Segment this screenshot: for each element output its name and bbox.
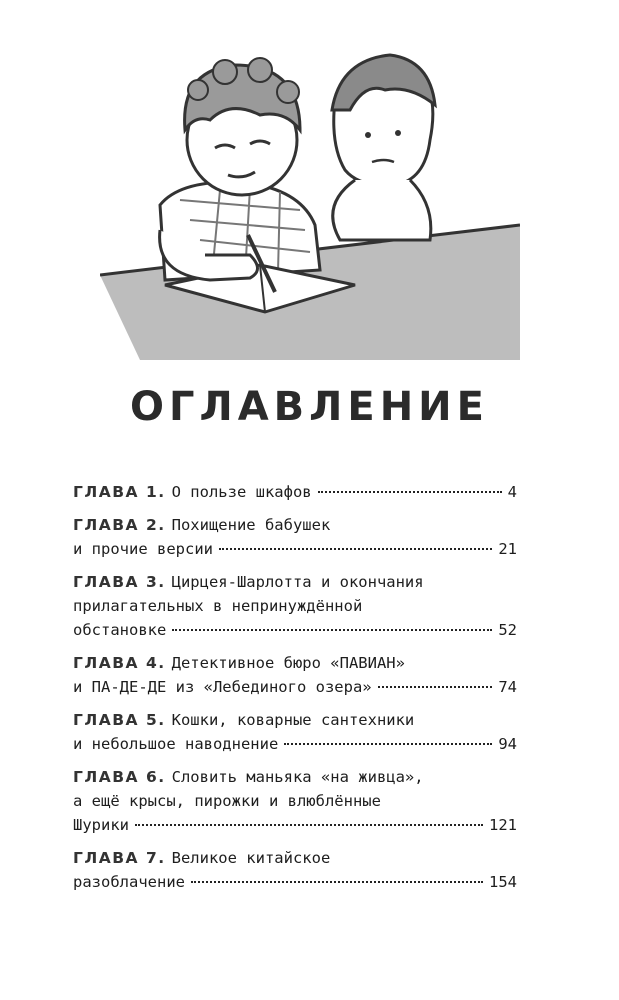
toc-entry[interactable]	[73, 570, 517, 642]
chapter-title-line: и прочие версии	[73, 540, 213, 558]
toc-entry-line	[73, 846, 517, 870]
toc-entry-line	[73, 594, 517, 618]
dot-leader	[191, 881, 483, 883]
toc-entry-line	[73, 765, 517, 789]
chapter-title-line: а ещё крысы, пирожки и влюблённые	[73, 792, 381, 810]
toc-entry-line	[73, 570, 517, 594]
toc-entry-text-wrap	[73, 537, 213, 561]
chapter-title-line: и небольшое наводнение	[73, 735, 279, 753]
chapter-number: ГЛАВА 5.	[73, 711, 166, 729]
chapter-number: ГЛАВА 3.	[73, 573, 166, 591]
chapter-title-line: О пользе шкафов	[171, 483, 312, 501]
chapter-title-line: Шурики	[73, 816, 129, 834]
toc-entry-last-line	[73, 732, 517, 756]
toc-entry-text-wrap	[73, 813, 129, 837]
chapter-title-line: Похищение бабушек	[171, 516, 331, 534]
chapter-title-line: Великое китайское	[171, 849, 331, 867]
chapter-number: ГЛАВА 2.	[73, 516, 166, 534]
toc-entry[interactable]	[73, 846, 517, 894]
chapter-number: ГЛАВА 6.	[73, 768, 166, 786]
toc-entry-last-line	[73, 870, 517, 894]
page-number: 52	[498, 621, 517, 639]
toc-entry-text-wrap	[73, 516, 330, 534]
dot-leader	[172, 629, 492, 631]
table-of-contents	[73, 480, 517, 903]
toc-entry-text-wrap	[73, 732, 278, 756]
page-number: 74	[498, 678, 517, 696]
chapter-title-line: и ПА-ДЕ-ДЕ из «Лебединого озера»	[73, 678, 372, 696]
dot-leader	[284, 743, 492, 745]
chapter-number: ГЛАВА 7.	[73, 849, 166, 867]
toc-entry-text-wrap	[73, 870, 185, 894]
toc-entry-last-line	[73, 618, 517, 642]
toc-entry-text-wrap	[73, 711, 414, 729]
chapter-title-line: Кошки, коварные сантехники	[171, 711, 415, 729]
toc-entry-text-wrap	[73, 768, 424, 786]
chapter-title-line: Цирцея-Шарлотта и окончания	[171, 573, 424, 591]
dot-leader	[318, 491, 502, 493]
page-number: 154	[489, 873, 517, 891]
page-number: 4	[507, 483, 517, 501]
toc-entry[interactable]	[73, 651, 517, 699]
toc-entry[interactable]	[73, 765, 517, 837]
toc-entry-text-wrap	[73, 573, 424, 591]
toc-entry-text-wrap	[73, 480, 312, 504]
toc-entry-last-line	[73, 813, 517, 837]
chapter-title-line: Детективное бюро «ПАВИАН»	[171, 654, 405, 672]
chapter-title-line: разоблачение	[73, 873, 185, 891]
toc-entry[interactable]	[73, 708, 517, 756]
illustration-two-boys-studying	[100, 30, 520, 360]
toc-entry-text-wrap	[73, 654, 405, 672]
toc-entry-last-line	[73, 675, 517, 699]
toc-entry-line	[73, 513, 517, 537]
page-number: 94	[498, 735, 517, 753]
toc-entry-text-wrap	[73, 792, 381, 810]
toc-entry-line	[73, 708, 517, 732]
toc-entry[interactable]	[73, 480, 517, 504]
toc-entry-text-wrap	[73, 675, 372, 699]
toc-entry[interactable]	[73, 513, 517, 561]
toc-entry-text-wrap	[73, 597, 362, 615]
dot-leader	[378, 686, 493, 688]
chapter-title-line: Словить маньяка «на живца»,	[171, 768, 424, 786]
toc-entry-line	[73, 651, 517, 675]
chapter-number: ГЛАВА 4.	[73, 654, 166, 672]
toc-entry-text-wrap	[73, 849, 330, 867]
chapter-title-line: обстановке	[73, 621, 167, 639]
chapter-number: ГЛАВА 1.	[73, 483, 166, 501]
toc-entry-last-line	[73, 537, 517, 561]
chapter-title-line: прилагательных в непринуждённой	[73, 597, 363, 615]
dot-leader	[219, 548, 492, 550]
toc-entry-text-wrap	[73, 618, 166, 642]
toc-entry-line	[73, 789, 517, 813]
page-title: ОГЛАВЛЕНИЕ	[130, 384, 489, 430]
page-number: 21	[498, 540, 517, 558]
toc-entry-last-line	[73, 480, 517, 504]
page-number: 121	[489, 816, 517, 834]
dot-leader	[135, 824, 483, 826]
